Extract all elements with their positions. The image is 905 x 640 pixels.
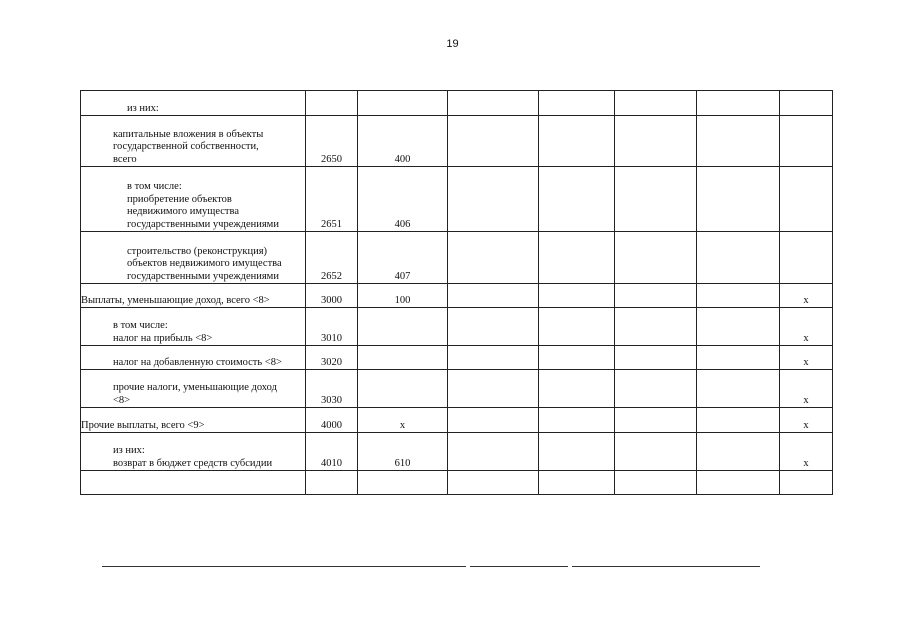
row-name-cell [81, 308, 306, 346]
row-code-cell [306, 91, 358, 116]
row-name-line: возврат в бюджет средств субсидии [113, 457, 273, 469]
row-name-line: всего [113, 153, 137, 165]
row-last-mark-cell [780, 116, 833, 167]
amount-cell [615, 91, 697, 116]
row-code-cell: 2651 [306, 167, 358, 232]
amount-cell [448, 433, 539, 471]
amount-cell [448, 308, 539, 346]
row-name-cell [81, 370, 306, 408]
amount-cell [615, 408, 697, 433]
amount-cell [539, 370, 615, 408]
amount-cell [615, 346, 697, 370]
row-name-cell [81, 471, 306, 495]
amount-cell [697, 284, 780, 308]
row-name-line: в том числе: [127, 181, 182, 192]
amount-cell [697, 346, 780, 370]
amount-cell [539, 232, 615, 284]
row-last-mark-cell [780, 91, 833, 116]
table-row [81, 232, 833, 284]
row-name-line: приобретение объектов [127, 193, 232, 205]
amount-cell [448, 91, 539, 116]
page-number: 19 [446, 38, 459, 50]
row-code-cell [306, 471, 358, 495]
row-name-cell [81, 167, 306, 232]
table-row [81, 408, 833, 433]
amount-cell [448, 346, 539, 370]
row-name-line: недвижимого имущества [127, 206, 239, 217]
row-last-mark-cell: x [780, 284, 833, 308]
row-classification-cell: 407 [358, 232, 448, 284]
row-name-cell [81, 433, 306, 471]
amount-cell [448, 116, 539, 167]
row-code-cell: 3010 [306, 308, 358, 346]
row-name-line: <8> [113, 394, 131, 406]
report-table [80, 90, 833, 495]
row-code-cell: 3030 [306, 370, 358, 408]
amount-cell [539, 167, 615, 232]
row-classification-cell: x [358, 408, 448, 433]
row-name-line: из них: [127, 102, 159, 114]
row-code-cell: 4010 [306, 433, 358, 471]
table-row [81, 433, 833, 471]
amount-cell [615, 433, 697, 471]
row-classification-cell [358, 308, 448, 346]
row-name-line: капитальные вложения в объекты [113, 128, 264, 140]
amount-cell [697, 116, 780, 167]
row-name-line: Выплаты, уменьшающие доход, всего <8> [81, 294, 270, 306]
row-name-cell [81, 91, 306, 116]
amount-cell [539, 91, 615, 116]
table-row [81, 91, 833, 116]
amount-cell [539, 433, 615, 471]
table-row [81, 471, 833, 495]
signature-line [470, 566, 568, 567]
signature-line [102, 566, 466, 567]
amount-cell [615, 116, 697, 167]
amount-cell [615, 370, 697, 408]
row-name-line: налог на прибыль <8> [113, 332, 213, 344]
row-last-mark-cell [780, 471, 833, 495]
row-name-cell [81, 116, 306, 167]
table-row [81, 308, 833, 346]
row-last-mark-cell: x [780, 370, 833, 408]
amount-cell [697, 433, 780, 471]
row-name-line: налог на добавленную стоимость <8> [113, 356, 282, 368]
row-name-line: государственной собственности, [113, 141, 259, 152]
amount-cell [697, 232, 780, 284]
signature-line [572, 566, 760, 567]
row-name-cell [81, 408, 306, 433]
row-classification-cell: 610 [358, 433, 448, 471]
row-name-line: в том числе: [113, 320, 168, 331]
amount-cell [539, 284, 615, 308]
row-classification-cell [358, 471, 448, 495]
row-last-mark-cell: x [780, 308, 833, 346]
amount-cell [448, 370, 539, 408]
amount-cell [615, 232, 697, 284]
amount-cell [539, 308, 615, 346]
row-name-line: объектов недвижимого имущества [127, 258, 282, 269]
row-name-line: государственными учреждениями [127, 270, 279, 282]
row-name-line: из них: [113, 445, 145, 456]
row-last-mark-cell: x [780, 433, 833, 471]
amount-cell [448, 284, 539, 308]
amount-cell [697, 308, 780, 346]
row-name-cell [81, 346, 306, 370]
amount-cell [539, 408, 615, 433]
row-name-line: строительство (реконструкция) [127, 245, 268, 257]
amount-cell [539, 471, 615, 495]
row-classification-cell: 100 [358, 284, 448, 308]
row-code-cell: 3000 [306, 284, 358, 308]
row-last-mark-cell [780, 232, 833, 284]
amount-cell [615, 167, 697, 232]
amount-cell [539, 116, 615, 167]
row-classification-cell: 406 [358, 167, 448, 232]
row-classification-cell [358, 346, 448, 370]
row-name-cell [81, 232, 306, 284]
row-code-cell: 3020 [306, 346, 358, 370]
amount-cell [615, 284, 697, 308]
amount-cell [697, 91, 780, 116]
amount-cell [448, 232, 539, 284]
table-row [81, 346, 833, 370]
row-name-line: Прочие выплаты, всего <9> [81, 419, 205, 431]
amount-cell [697, 471, 780, 495]
row-last-mark-cell: x [780, 408, 833, 433]
row-name-cell [81, 284, 306, 308]
amount-cell [448, 408, 539, 433]
row-classification-cell: 400 [358, 116, 448, 167]
row-last-mark-cell [780, 167, 833, 232]
row-code-cell: 2650 [306, 116, 358, 167]
row-code-cell: 2652 [306, 232, 358, 284]
amount-cell [448, 471, 539, 495]
row-classification-cell [358, 91, 448, 116]
row-code-cell: 4000 [306, 408, 358, 433]
amount-cell [615, 471, 697, 495]
row-classification-cell [358, 370, 448, 408]
amount-cell [448, 167, 539, 232]
table-row [81, 370, 833, 408]
amount-cell [697, 167, 780, 232]
amount-cell [615, 308, 697, 346]
row-name-line: государственными учреждениями [127, 218, 279, 230]
amount-cell [697, 370, 780, 408]
row-last-mark-cell: x [780, 346, 833, 370]
amount-cell [539, 346, 615, 370]
row-name-line: прочие налоги, уменьшающие доход [113, 382, 277, 393]
report-table-body [81, 91, 833, 495]
table-row [81, 167, 833, 232]
amount-cell [697, 408, 780, 433]
table-row [81, 116, 833, 167]
table-row [81, 284, 833, 308]
